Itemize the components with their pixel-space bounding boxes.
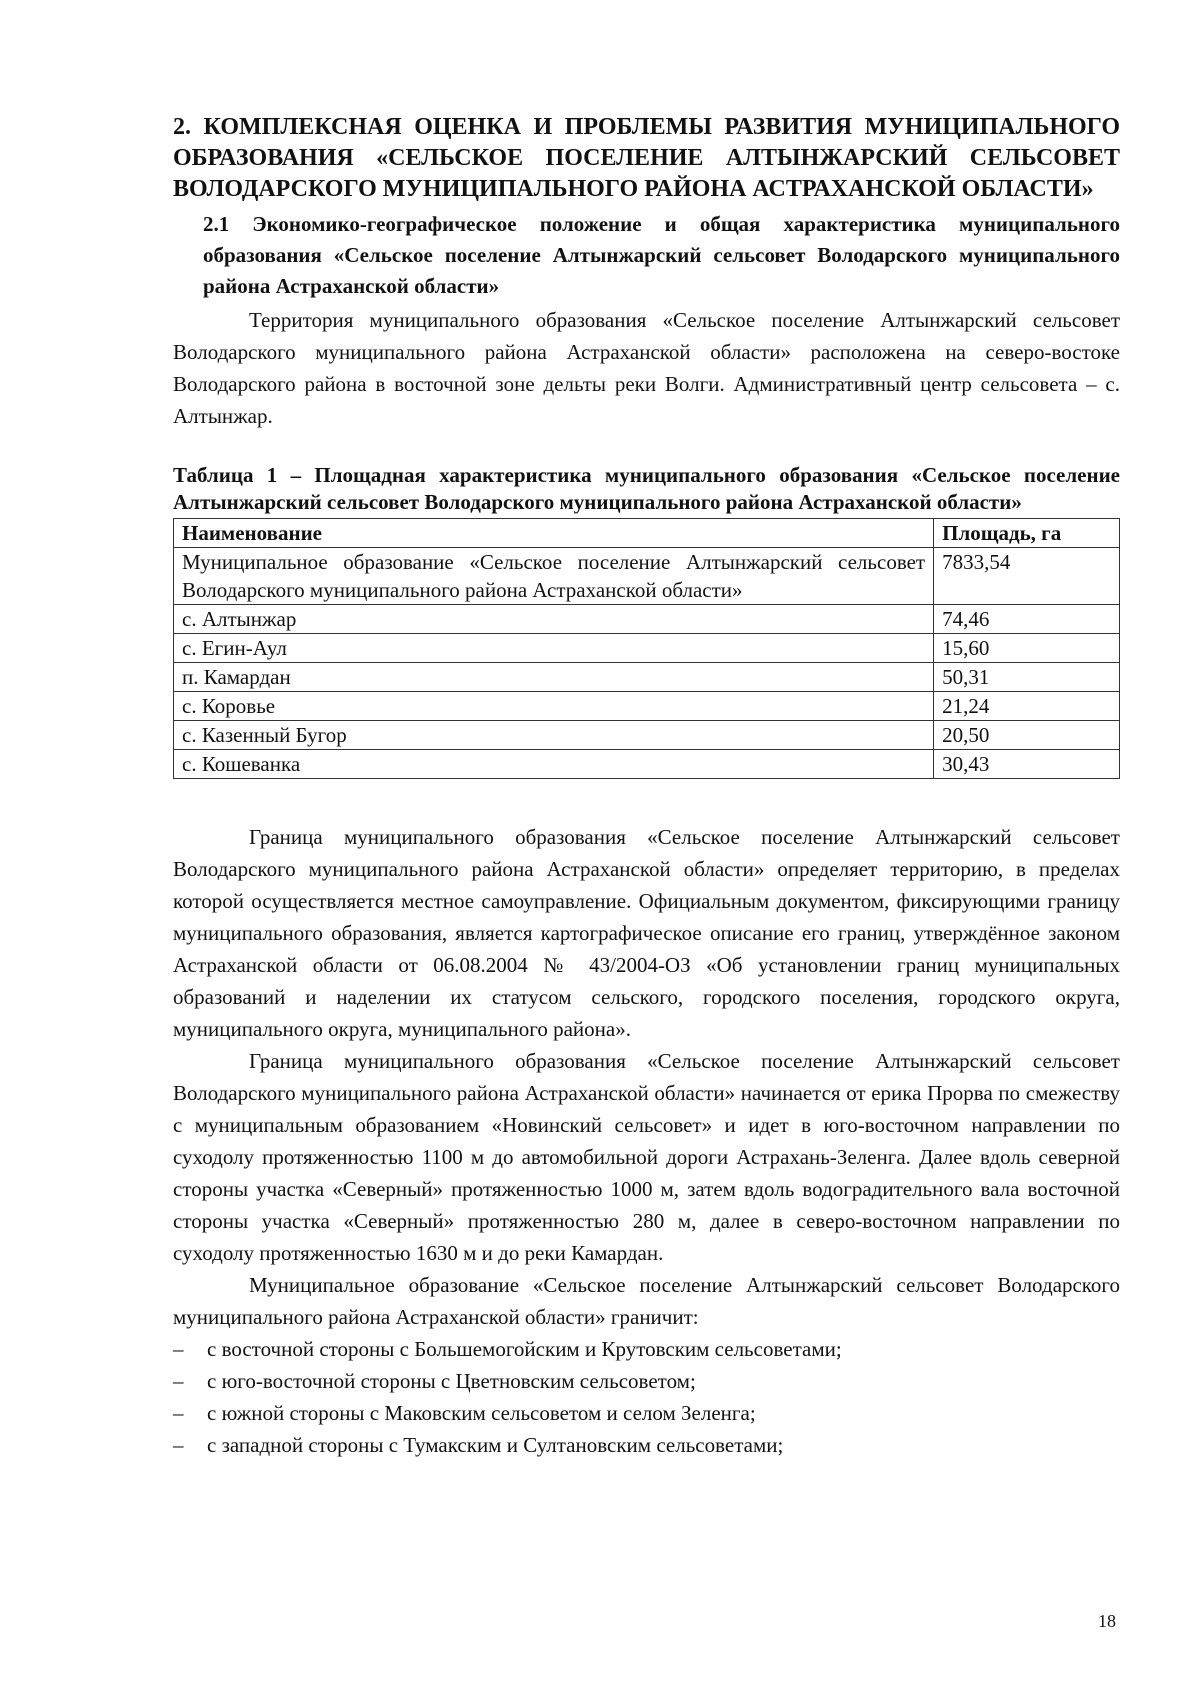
- subsection-heading: 2.1 Экономико-географическое положение и общая характеристика муниципального образования «Сельское поселение Алтынжарский сельсовет Володарского муниципального района Астраханской области»: [203, 212, 1120, 298]
- neighbors-intro-paragraph: Муниципальное образование «Сельское поселение Алтынжарский сельсовет Володарского муниципального района Астраханской области» граничит:: [173, 1273, 1120, 1329]
- spacer: [173, 779, 1120, 821]
- cell-name: Муниципальное образование «Сельское поселение Алтынжарский сельсовет Володарского муниципального района Астраханской области»: [174, 548, 934, 605]
- header-name: Наименование: [174, 519, 934, 548]
- cell-area: 50,31: [934, 663, 1120, 692]
- cell-area: 7833,54: [934, 548, 1120, 605]
- cell-name: п. Камардан: [174, 663, 934, 692]
- boundary-description-paragraph: Граница муниципального образования «Сельское поселение Алтынжарский сельсовет Володарского муниципального района Астраханской области» начинается от ерика Прорва по смежеству с муниципальным образованием «Новинский сельсовет» и идет в юго-восточном направлении по суходолу протяженностью 1100 м до автомобильной дороги Астрахань-Зеленга. Далее вдоль северной стороны участка «Северный» протяженностью 1000 м, затем вдоль водоградительного вала восточной стороны участка «Северный» протяженностью 280 м, далее в северо-восточном направлении по суходолу протяженностью 1630 м и до реки Камардан.: [173, 1049, 1120, 1265]
- table-row: [174, 721, 1120, 750]
- section-heading: [173, 112, 1120, 205]
- header-area: Площадь, га: [934, 519, 1120, 548]
- section-heading-last-line: ВОЛОДАРСКОГО МУНИЦИПАЛЬНОГО РАЙОНА АСТРАХАНСКОЙ ОБЛАСТИ»: [173, 176, 1094, 202]
- table-row: [174, 605, 1120, 634]
- cell-name: с. Егин-Аул: [174, 634, 934, 663]
- cell-name: с. Алтынжар: [174, 605, 934, 634]
- boundary-paragraph: Граница муниципального образования «Сельское поселение Алтынжарский сельсовет Володарского муниципального района Астраханской области» определяет территорию, в пределах которой осуществляется местное самоуправление. Официальным документом, фиксирующими границу муниципального образования, является картографическое описание его границ, утверждённое законом Астраханской области от 06.08.2004 № 43/2004-ОЗ «Об установлении границ муниципальных образований и наделении их статусом сельского, городского поселения, городского округа, муниципального округа, муниципального района».: [173, 825, 1120, 1041]
- cell-name: с. Коровье: [174, 692, 934, 721]
- section-heading-text: 2. КОМПЛЕКСНАЯ ОЦЕНКА И ПРОБЛЕМЫ РАЗВИТИЯ МУНИЦИПАЛЬНОГО ОБРАЗОВАНИЯ «СЕЛЬСКОЕ ПОСЕЛЕНИЕ АЛТЫНЖАРСКИЙ СЕЛЬСОВЕТ: [173, 114, 1120, 171]
- list-item: – с южной стороны с Маковским сельсоветом и селом Зеленга;: [173, 1397, 1120, 1429]
- cell-area: 15,60: [934, 634, 1120, 663]
- table-row: [174, 692, 1120, 721]
- table-row: [174, 634, 1120, 663]
- table-row: [174, 750, 1120, 779]
- intro-paragraph: Территория муниципального образования «Сельское поселение Алтынжарский сельсовет Володарского муниципального района Астраханской области» расположена на северо-востоке Володарского района в восточной зоне дельты реки Волги. Административный центр сельсовета – с. Алтынжар.: [173, 308, 1120, 428]
- cell-name: с. Кошеванка: [174, 750, 934, 779]
- cell-area: 21,24: [934, 692, 1120, 721]
- area-table: [173, 518, 1120, 779]
- page-number: 18: [1098, 1611, 1116, 1631]
- cell-name: с. Казенный Бугор: [174, 721, 934, 750]
- cell-area: 74,46: [934, 605, 1120, 634]
- cell-area: 30,43: [934, 750, 1120, 779]
- list-item: – с восточной стороны с Большемогойским и Крутовским сельсоветами;: [173, 1333, 1120, 1365]
- table-row: [174, 548, 1120, 605]
- neighbors-list: [173, 1333, 1120, 1461]
- table-row: [174, 663, 1120, 692]
- table-header-row: [174, 519, 1120, 548]
- list-item: – с западной стороны с Тумакским и Султановским сельсоветами;: [173, 1429, 1120, 1461]
- list-item: – с юго-восточной стороны с Цветновским сельсоветом;: [173, 1365, 1120, 1397]
- page-content: [173, 112, 1120, 1461]
- cell-area: 20,50: [934, 721, 1120, 750]
- table-caption: Таблица 1 – Площадная характеристика муниципального образования «Сельское поселение Алтынжарский сельсовет Володарского муниципального района Астраханской области»: [173, 463, 1120, 514]
